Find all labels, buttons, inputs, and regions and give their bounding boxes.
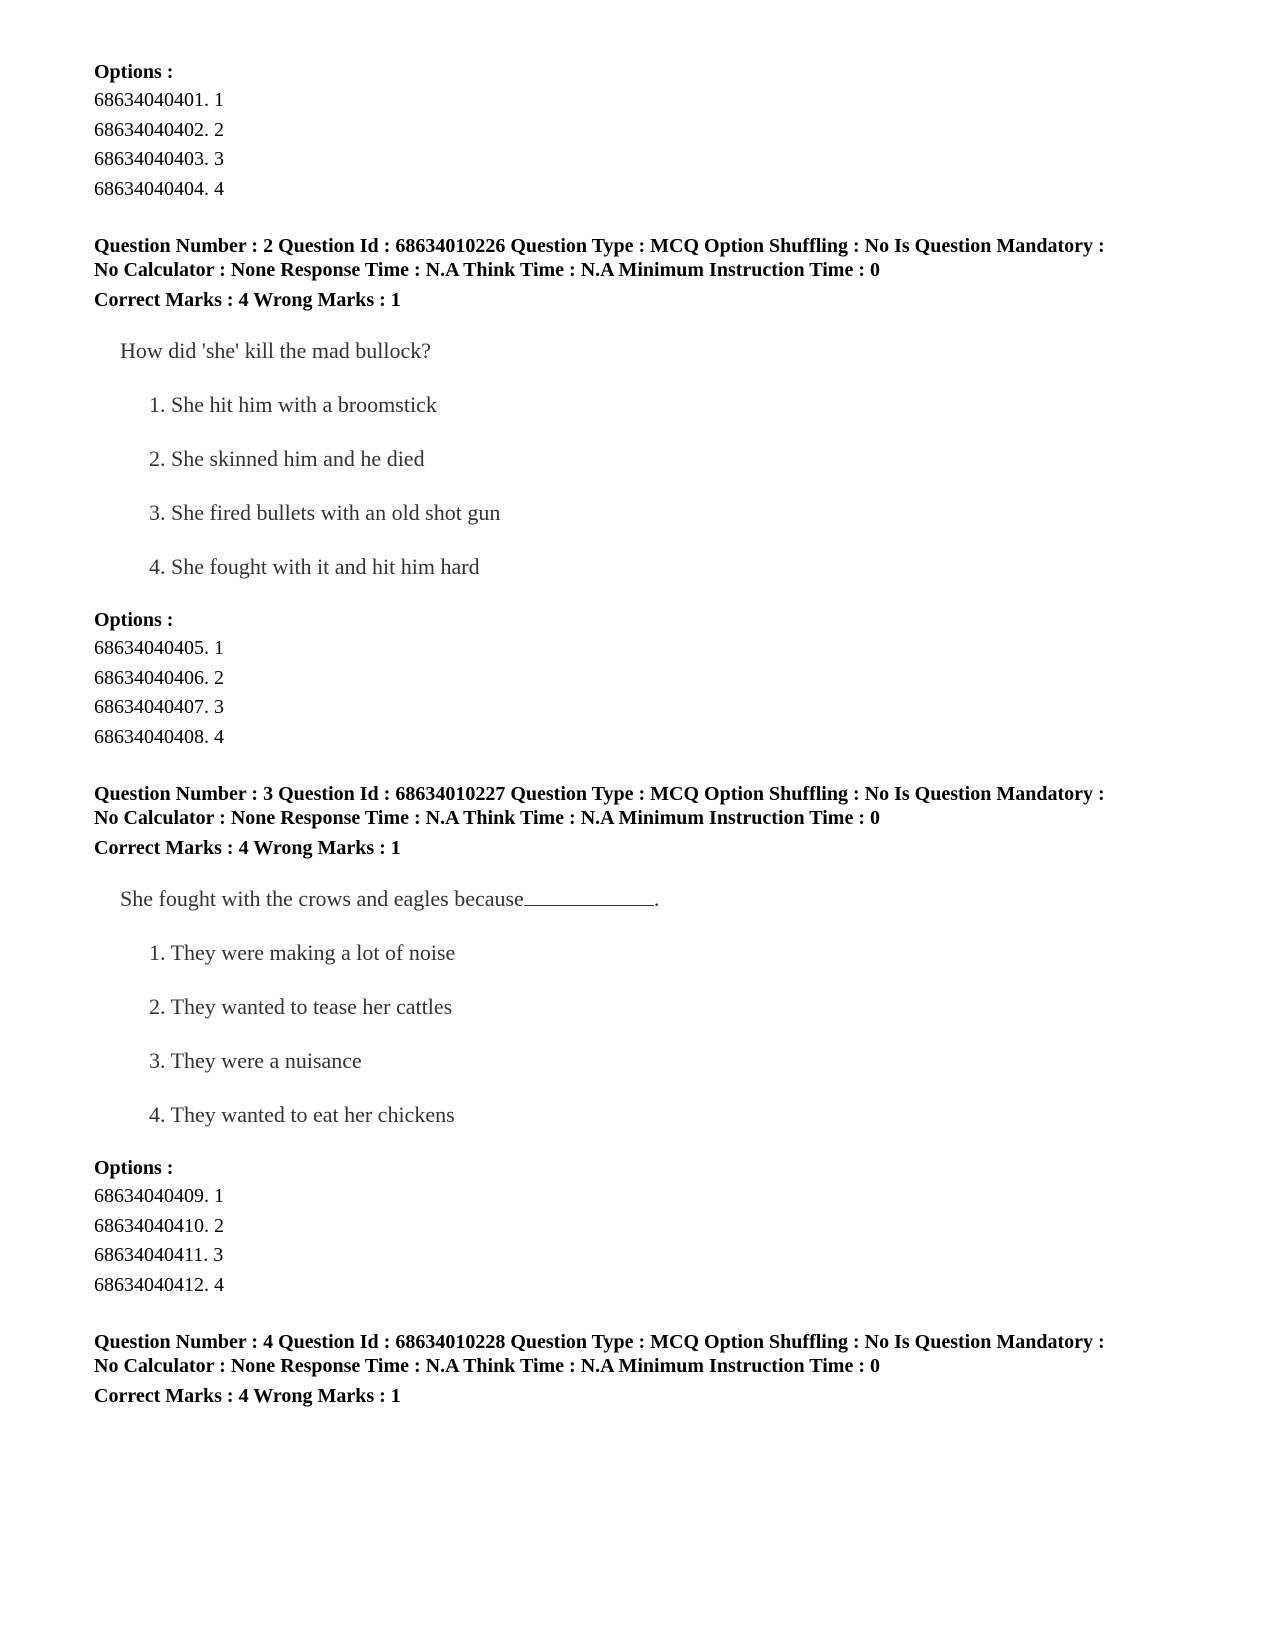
option-item: 68634040411. 3 [94, 1244, 224, 1266]
question-block-q4 [94, 1330, 1204, 1410]
question-choice: 3. She fired bullets with an old shot gun [149, 500, 501, 525]
options-label: Options : [94, 1157, 174, 1179]
question-text [120, 884, 1204, 914]
question-meta-line2: No Calculator : None Response Time : N.A Think Time : N.A Minimum Instruction Time : 0 [94, 1355, 880, 1377]
question-choice: 4. She fought with it and hit him hard [149, 554, 480, 579]
question-marks: Correct Marks : 4 Wrong Marks : 1 [94, 1385, 401, 1407]
option-item: 68634040406. 2 [94, 666, 224, 689]
options-label: Options : [94, 609, 174, 631]
question-text: How did 'she' kill the mad bullock? [120, 338, 431, 363]
question-choice: 4. They wanted to eat her chickens [149, 1102, 455, 1127]
fill-in-blank [524, 885, 654, 906]
options-block-q3 [94, 1154, 1204, 1300]
option-item: 68634040405. 1 [94, 637, 224, 659]
question-block-q2 [94, 234, 1204, 752]
question-meta-line2: No Calculator : None Response Time : N.A Think Time : N.A Minimum Instruction Time : 0 [94, 259, 880, 281]
option-item: 68634040402. 2 [94, 118, 224, 141]
question-marks: Correct Marks : 4 Wrong Marks : 1 [94, 289, 401, 311]
question-choice: 3. They were a nuisance [149, 1048, 362, 1073]
question-choice: 2. They wanted to tease her cattles [149, 994, 453, 1019]
option-item: 68634040404. 4 [94, 177, 224, 200]
question-marks: Correct Marks : 4 Wrong Marks : 1 [94, 837, 401, 859]
option-item: 68634040407. 3 [94, 696, 224, 718]
option-item: 68634040412. 4 [94, 1273, 224, 1296]
option-item: 68634040403. 3 [94, 148, 224, 170]
question-meta-line2: No Calculator : None Response Time : N.A Think Time : N.A Minimum Instruction Time : 0 [94, 807, 880, 829]
question-choice: 1. She hit him with a broomstick [149, 392, 437, 417]
question-text-main: She fought with the crows and eagles because [120, 886, 524, 911]
option-item: 68634040408. 4 [94, 725, 224, 748]
options-label: Options : [94, 61, 174, 83]
question-meta-line1: Question Number : 4 Question Id : 68634010228 Question Type : MCQ Option Shuffling : No Is Question Mandatory : [94, 1331, 1105, 1353]
question-image [94, 336, 1204, 582]
options-block-q2 [94, 606, 1204, 752]
options-block-q1 [94, 58, 1204, 204]
question-block-q3 [94, 782, 1204, 1300]
option-item: 68634040409. 1 [94, 1185, 224, 1207]
question-text-end: . [653, 886, 660, 911]
option-item: 68634040401. 1 [94, 89, 224, 111]
document-page [94, 58, 1204, 1410]
option-item: 68634040410. 2 [94, 1214, 224, 1237]
question-choice: 1. They were making a lot of noise [149, 940, 456, 965]
question-meta-line1: Question Number : 3 Question Id : 68634010227 Question Type : MCQ Option Shuffling : No Is Question Mandatory : [94, 783, 1105, 805]
question-meta-line1: Question Number : 2 Question Id : 68634010226 Question Type : MCQ Option Shuffling : No Is Question Mandatory : [94, 235, 1105, 257]
question-image [94, 884, 1204, 1130]
question-choice: 2. She skinned him and he died [149, 446, 425, 471]
